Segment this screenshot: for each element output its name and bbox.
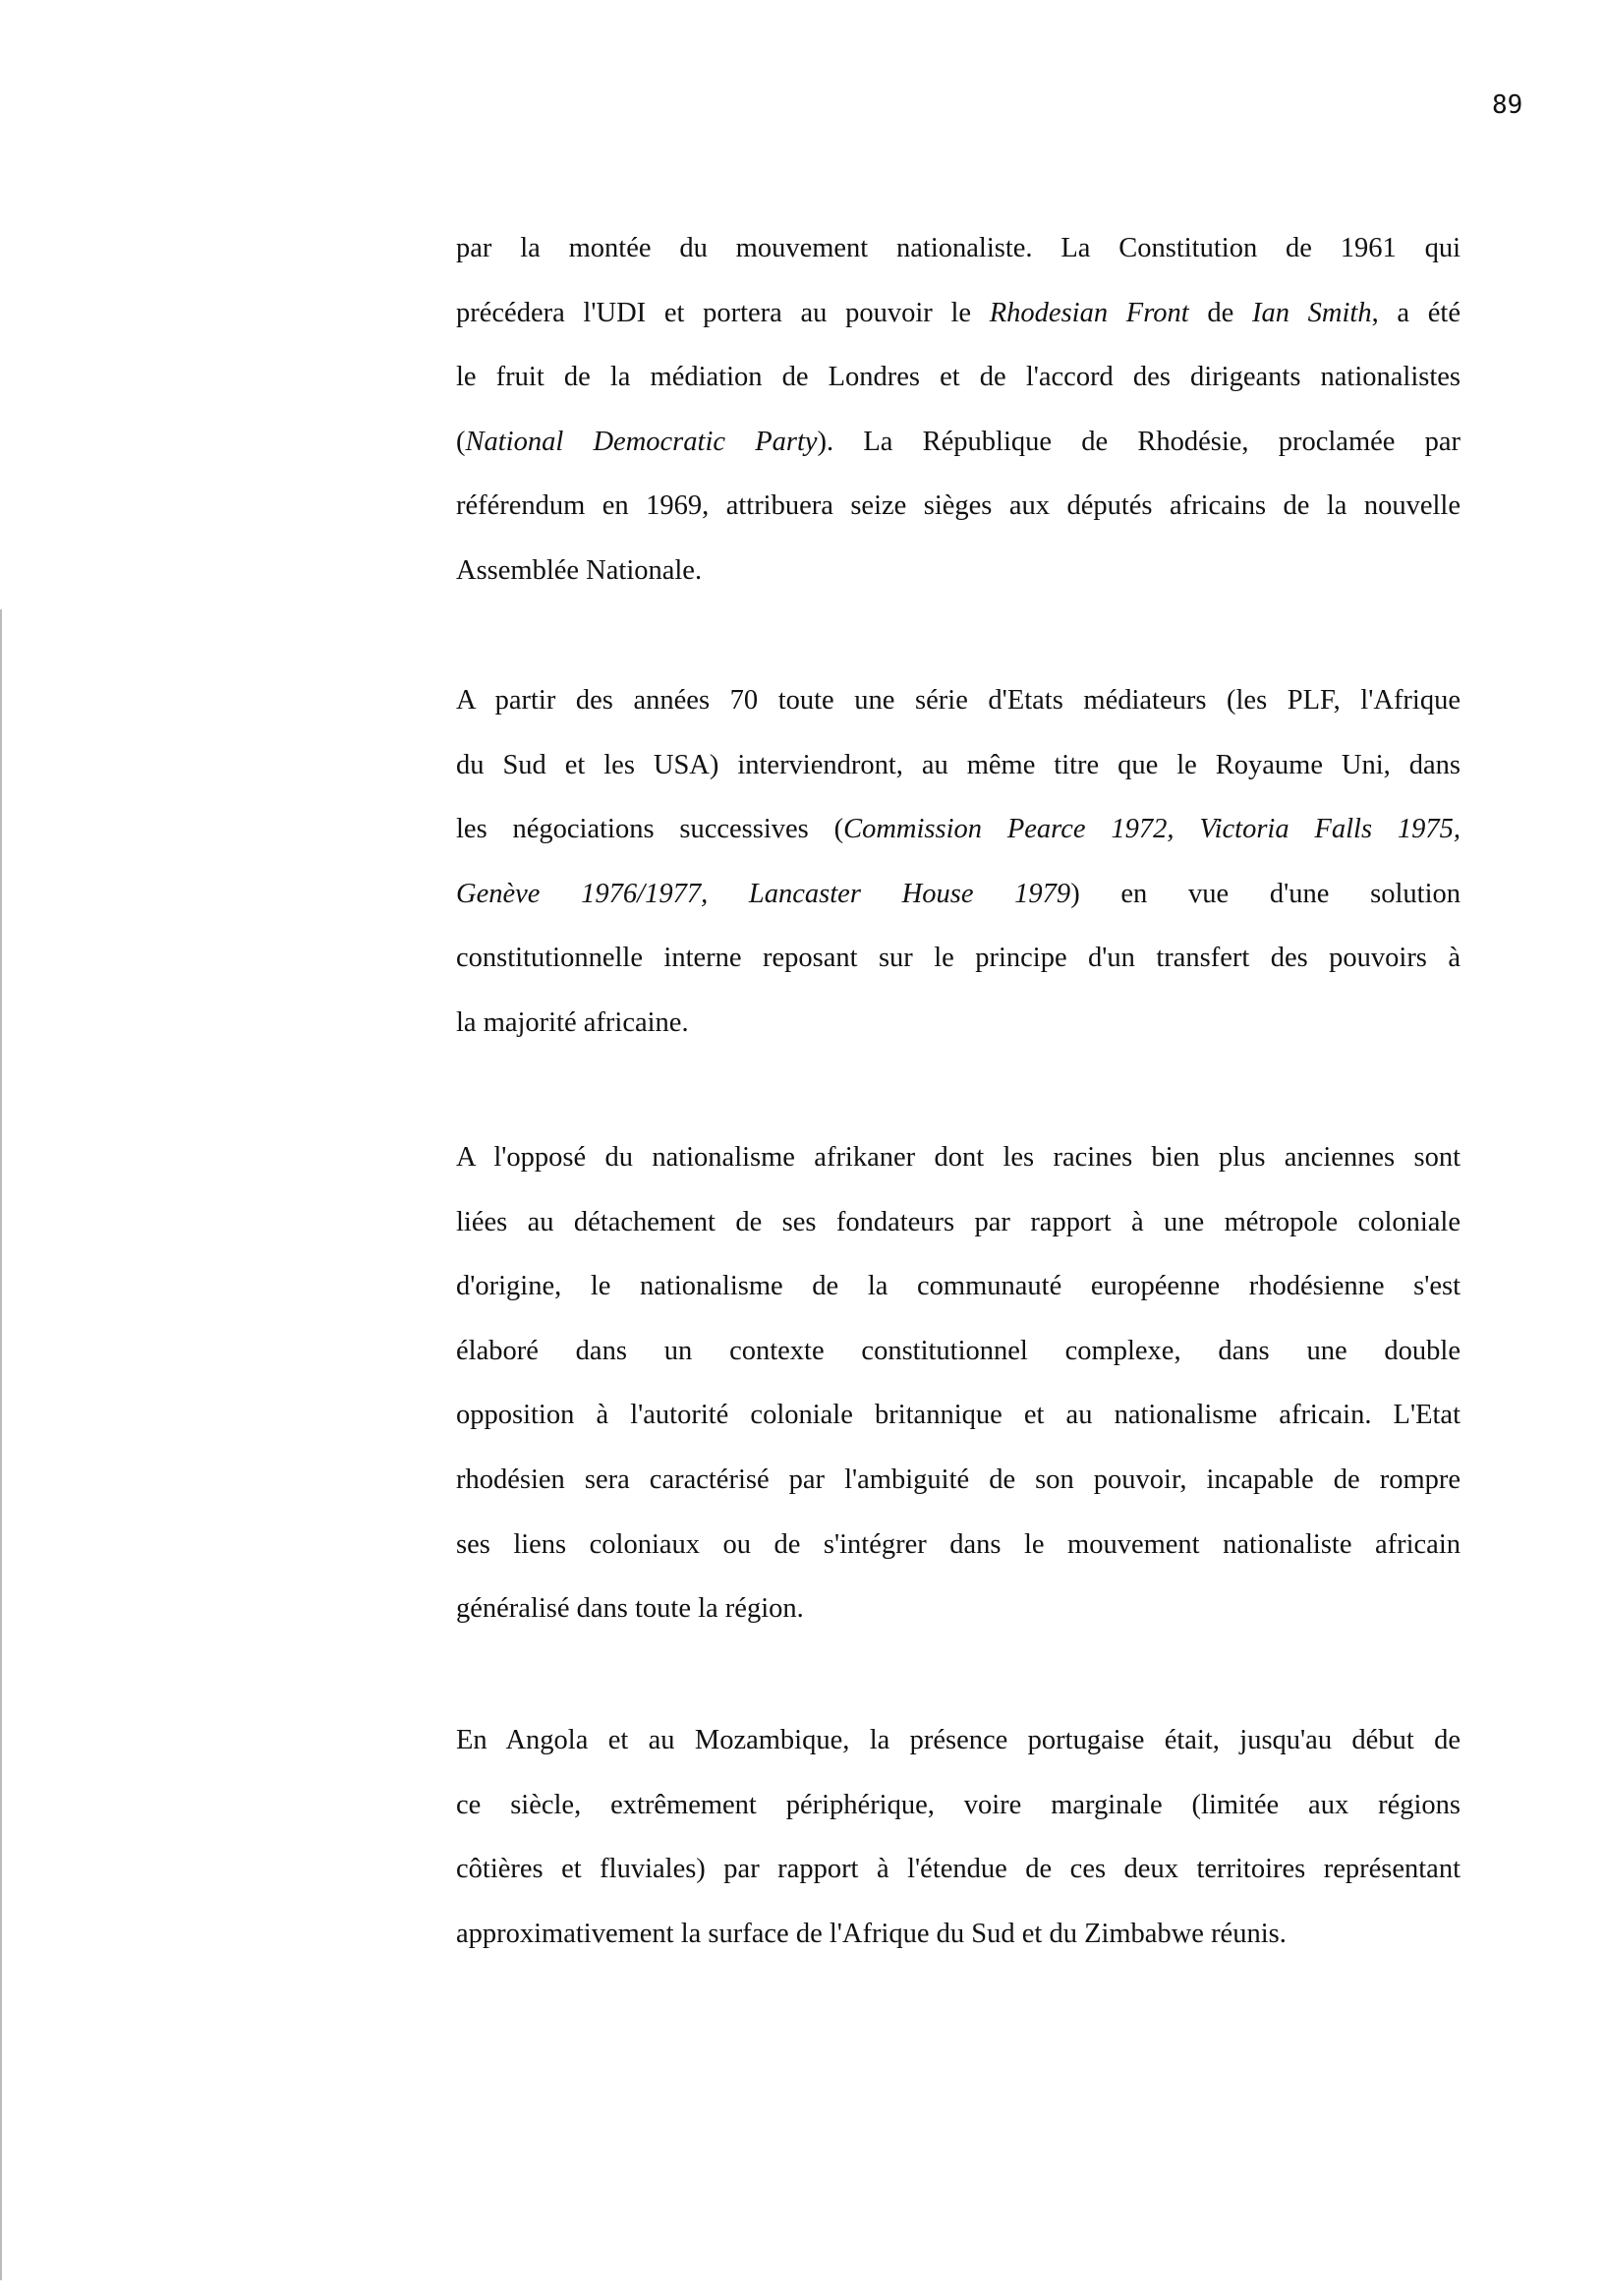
italic-text: Ian Smith bbox=[1251, 297, 1372, 328]
text-line bbox=[456, 1125, 1461, 1190]
text-line bbox=[456, 345, 1461, 410]
text-segment: A partir des années 70 toute une série d'Etats médiateurs (les PLF, l'Afrique bbox=[456, 685, 1461, 716]
text-segment: Assemblée Nationale. bbox=[456, 554, 703, 586]
text-segment: côtières et fluviales) par rapport à l'étendue de ces deux territoires représentant bbox=[456, 1854, 1461, 1885]
text-line bbox=[456, 797, 1461, 862]
text-segment: opposition à l'autorité coloniale britannique et au nationalisme africain. L'Etat bbox=[456, 1400, 1461, 1431]
text-line bbox=[456, 1254, 1461, 1319]
paragraph-3 bbox=[456, 1125, 1461, 1641]
text-line bbox=[456, 539, 1461, 603]
text-line bbox=[456, 1513, 1461, 1578]
italic-text: Genève 1976/1977, Lancaster House 1979 bbox=[456, 878, 1071, 909]
text-segment: rhodésien sera caractérisé par l'ambiguité de son pouvoir, incapable de rompre bbox=[456, 1464, 1461, 1495]
text-line bbox=[456, 1708, 1461, 1773]
text-line bbox=[456, 1773, 1461, 1838]
text-segment: ses liens coloniaux ou de s'intégrer dans le mouvement nationaliste africain bbox=[456, 1528, 1461, 1560]
text-line bbox=[456, 474, 1461, 539]
text-line bbox=[456, 1448, 1461, 1513]
text-segment: la majorité africaine. bbox=[456, 1006, 689, 1038]
text-line bbox=[456, 1383, 1461, 1448]
text-line bbox=[456, 1902, 1461, 1967]
text-segment: élaboré dans un contexte constitutionnel complexe, dans une double bbox=[456, 1335, 1461, 1366]
text-segment: de bbox=[1188, 297, 1252, 328]
text-line bbox=[456, 1577, 1461, 1641]
text-line bbox=[456, 733, 1461, 798]
text-line bbox=[456, 1319, 1461, 1384]
text-segment: En Angola et au Mozambique, la présence portugaise était, jusqu'au début de bbox=[456, 1725, 1461, 1755]
italic-text: Rhodesian Front bbox=[989, 297, 1189, 328]
text-segment: ) en vue d'une solution bbox=[1070, 878, 1461, 909]
text-segment: précédera l'UDI et portera au pouvoir le bbox=[456, 297, 990, 328]
text-segment: généralisé dans toute la région. bbox=[456, 1593, 804, 1625]
italic-text: National Democratic Party bbox=[465, 426, 818, 457]
text-segment: du Sud et les USA) interviendront, au même titre que le Royaume Uni, dans bbox=[456, 749, 1461, 780]
text-line bbox=[456, 926, 1461, 991]
italic-text: Commission Pearce 1972, Victoria Falls 1975, bbox=[843, 814, 1461, 845]
text-segment: les négociations successives ( bbox=[456, 814, 844, 845]
text-line bbox=[456, 991, 1461, 1056]
text-line bbox=[456, 410, 1461, 475]
text-segment: d'origine, le nationalisme de la communauté européenne rhodésienne s'est bbox=[456, 1271, 1461, 1302]
text-segment: par la montée du mouvement nationaliste. La Constitution de 1961 qui bbox=[456, 233, 1461, 263]
page-number: 89 bbox=[1492, 90, 1523, 120]
text-segment: A l'opposé du nationalisme afrikaner dont les racines bien plus anciennes sont bbox=[456, 1142, 1461, 1173]
text-segment: , a été bbox=[1371, 297, 1461, 328]
text-segment: ). La République de Rhodésie, proclamée par bbox=[817, 426, 1461, 457]
text-segment: constitutionnelle interne reposant sur le principe d'un transfert des pouvoirs à bbox=[456, 943, 1461, 974]
text-line bbox=[456, 862, 1461, 927]
text-line bbox=[456, 281, 1461, 346]
text-segment: référendum en 1969, attribuera seize sièges aux députés africains de la nouvelle bbox=[456, 490, 1461, 522]
scan-edge bbox=[0, 609, 2, 2280]
paragraph-2 bbox=[456, 668, 1461, 1056]
text-segment: ce siècle, extrêmement périphérique, voire marginale (limitée aux régions bbox=[456, 1789, 1461, 1820]
paragraph-1 bbox=[456, 216, 1461, 603]
text-line bbox=[456, 668, 1461, 733]
text-line bbox=[456, 216, 1461, 281]
text-line bbox=[456, 1190, 1461, 1255]
text-segment: ( bbox=[456, 426, 466, 457]
text-segment: liées au détachement de ses fondateurs par rapport à une métropole coloniale bbox=[456, 1206, 1461, 1237]
text-segment: le fruit de la médiation de Londres et de l'accord des dirigeants nationalistes bbox=[456, 362, 1461, 393]
text-segment: approximativement la surface de l'Afrique du Sud et du Zimbabwe réunis. bbox=[456, 1918, 1287, 1949]
text-line bbox=[456, 1837, 1461, 1902]
paragraph-4 bbox=[456, 1708, 1461, 1966]
